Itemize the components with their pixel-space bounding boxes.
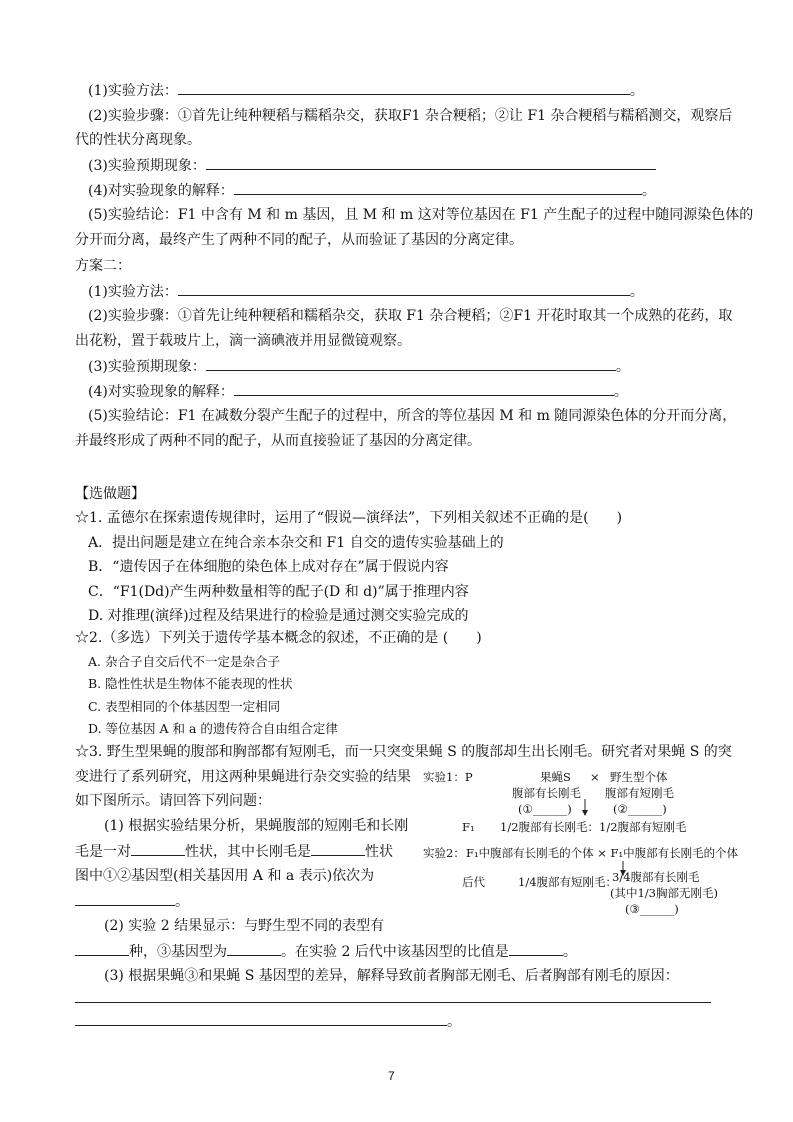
q3-answer-line-1[interactable] xyxy=(75,1002,711,1003)
plan2-steps-b: 出花粉，置于载玻片上，滴一滴碘液并用显微镜观察。 xyxy=(75,333,411,349)
punct: 。 xyxy=(175,894,189,910)
q3-part1-d xyxy=(75,891,189,912)
plan1-explain-line xyxy=(88,180,656,201)
plan1-conclusion-a: (5)实验结论：F1 中含有 M 和 m 基因，且 M 和 m 这对等位基因在 F1 产生配子的过程中随同源染色体的 xyxy=(88,207,754,223)
q1-option-c[interactable]: C．“F1(Dd)产生两种数量相等的配子(D 和 d)”属于推理内容 xyxy=(88,584,469,600)
punct: 。 xyxy=(613,384,628,400)
plan1-method-line xyxy=(88,80,644,101)
q3-part3: (3) 根据果蝇③和果蝇 S 基因型的差异，解释导致前者胸部无刚毛、后者胸部有刚毛的原因： xyxy=(104,968,679,984)
offspring-label: 后代 xyxy=(462,875,485,889)
offspring-short: 1/4腹部有短刚毛： xyxy=(518,875,618,889)
plan2-explain-line xyxy=(88,381,628,402)
punct: 。 xyxy=(641,183,656,199)
page-number: 7 xyxy=(388,1069,395,1083)
plan2-steps-a: (2)实验步骤：①首先让纯种粳稻和糯稻杂交，获取 F1 杂合粳稻；②F1 开花时取其一个成熟的花药，取 xyxy=(88,308,733,324)
s-fly-desc: 腹部有长刚毛 xyxy=(512,786,581,800)
q1-option-b[interactable]: B．“遗传因子在体细胞的染色体上成对存在”属于假说内容 xyxy=(88,559,449,575)
plan1-expected-blank[interactable] xyxy=(206,155,656,170)
q1-stem: ☆1. 孟德尔在探索遗传规律时，运用了“假说—演绎法”，下列相关叙述不正确的是( ) xyxy=(75,510,623,526)
q3-part1-b xyxy=(75,841,393,862)
plan2-explain-blank[interactable] xyxy=(234,381,614,396)
plan2-conclusion-b: 并最终形成了两种不同的配子，从而直接验证了基因的分离定律。 xyxy=(75,433,481,449)
q3-part1-c: 图中①②基因型(相关基因用 A 和 a 表示)依次为 xyxy=(75,868,375,884)
q3-part2-a: (2) 实验 2 结果显示：与野生型不同的表型有 xyxy=(104,918,385,934)
q3-blank-trait-pair[interactable] xyxy=(131,841,185,856)
plan1-method-label: (1)实验方法： xyxy=(88,83,178,99)
plan2-method-line xyxy=(88,281,644,302)
q3-blank-genotype3[interactable] xyxy=(227,941,281,956)
q3-part2-b xyxy=(75,941,577,962)
elective-heading: 【选做题】 xyxy=(75,486,145,502)
q2-option-b[interactable]: B. 隐性性状是生物体不能表现的性状 xyxy=(88,676,293,691)
q3-answer-blank[interactable] xyxy=(75,1011,447,1026)
plan2-expected-label: (3)实验预期现象： xyxy=(88,359,206,375)
punct: 。 xyxy=(447,1014,461,1030)
q3-text: 性状，其中长刚毛是 xyxy=(185,844,311,860)
plan1-steps-a: (2)实验步骤：①首先让纯种粳稻与糯稻杂交，获取F1 杂合粳稻；②让 F1 杂合粳稻与糯稻测交，观察后 xyxy=(88,108,733,124)
genotype-3[interactable]: (③______) xyxy=(625,902,679,916)
f1-result: 1/2腹部有长刚毛：1/2腹部有短刚毛 xyxy=(500,820,687,834)
q2-option-c[interactable]: C. 表型相同的个体基因型一定相同 xyxy=(88,699,281,714)
plan2-conclusion-a: (5)实验结论：F1 在减数分裂产生配子的过程中，所含的等位基因 M 和 m 随同源染色体的分开而分离， xyxy=(88,408,737,424)
arrow-down-icon xyxy=(580,798,590,818)
plan1-explain-blank[interactable] xyxy=(234,180,642,195)
plan1-explain-label: (4)对实验现象的解释： xyxy=(88,183,234,199)
exp2-cross: F₁中腹部有长刚毛的个体 × F₁中腹部有长刚毛的个体 xyxy=(466,846,739,860)
offspring-note: (其中1/3胸部无刚毛) xyxy=(610,886,718,900)
q3-text: 。在实验 2 后代中该基因型的比值是 xyxy=(281,944,509,960)
q3-stem-a: ☆3. 野生型果蝇的腹部和胸部都有短刚毛，而一只突变果蝇 S 的腹部却生出长刚毛。研究者对果蝇 S 的突 xyxy=(75,744,732,760)
q1-option-d[interactable]: D. 对推理(演绎)过程及结果进行的检验是通过测交实验完成的 xyxy=(88,608,469,624)
plan2-heading: 方案二： xyxy=(75,258,131,274)
plan2-explain-label: (4)对实验现象的解释： xyxy=(88,384,234,400)
q3-blank-ratio[interactable] xyxy=(509,941,563,956)
wild-type-label: 野生型个体 xyxy=(610,770,668,784)
plan1-expected-label: (3)实验预期现象： xyxy=(88,158,206,174)
wild-desc: 腹部有短刚毛 xyxy=(605,786,674,800)
genotype-1[interactable]: (①______) xyxy=(518,802,572,816)
q3-blank-phenotype-count[interactable] xyxy=(75,941,129,956)
punct: 。 xyxy=(562,944,577,960)
plan1-conclusion-b: 分开而分离，最终产生了两种不同的配子，从而验证了基因的分离定律。 xyxy=(75,232,523,248)
q3-text: 性状 xyxy=(365,844,393,860)
q3-blank-genotypes[interactable] xyxy=(75,891,175,906)
plan1-expected-line xyxy=(88,155,656,176)
punct: 。 xyxy=(629,83,644,99)
q3-answer-line-2 xyxy=(75,1011,461,1032)
q3-stem-c: 如下图所示。请回答下列问题： xyxy=(75,793,271,809)
q2-stem: ☆2.（多选）下列关于遗传学基本概念的叙述，不正确的是 ( ) xyxy=(75,630,482,646)
s-fly-label: 果蝇S xyxy=(540,770,571,784)
plan2-expected-line xyxy=(88,356,630,377)
plan2-expected-blank[interactable] xyxy=(206,356,616,371)
exp2-label: 实验2： xyxy=(423,846,465,860)
q3-text: 种，③基因型为 xyxy=(129,944,227,960)
plan1-method-blank[interactable] xyxy=(178,80,630,95)
q2-option-d[interactable]: D. 等位基因 A 和 a 的遗传符合自由组合定律 xyxy=(88,721,338,736)
q3-text: 毛是一对 xyxy=(75,844,131,860)
punct: 。 xyxy=(629,284,644,300)
genotype-2[interactable]: (②______) xyxy=(613,802,667,816)
plan1-steps-b: 代的性状分离现象。 xyxy=(75,132,201,148)
f1-label: F₁ xyxy=(462,820,475,834)
q2-option-a[interactable]: A. 杂合子自交后代不一定是杂合子 xyxy=(88,654,280,669)
q3-blank-long-bristle[interactable] xyxy=(311,841,365,856)
exp1-label: 实验1：P xyxy=(423,770,473,784)
punct: 。 xyxy=(615,359,630,375)
q3-part1-a: (1) 根据实验结果分析，果蝇腹部的短刚毛和长刚 xyxy=(104,818,409,834)
plan2-method-blank[interactable] xyxy=(178,281,630,296)
q3-stem-b: 变进行了系列研究，用这两种果蝇进行杂交实验的结果 xyxy=(75,769,411,785)
plan2-method-label: (1)实验方法： xyxy=(88,284,178,300)
cross-symbol: × xyxy=(590,770,600,784)
offspring-long: 3/4腹部有长刚毛 xyxy=(612,870,700,884)
q1-option-a[interactable]: A．提出问题是建立在纯合亲本杂交和 F1 自交的遗传实验基础上的 xyxy=(88,535,504,551)
